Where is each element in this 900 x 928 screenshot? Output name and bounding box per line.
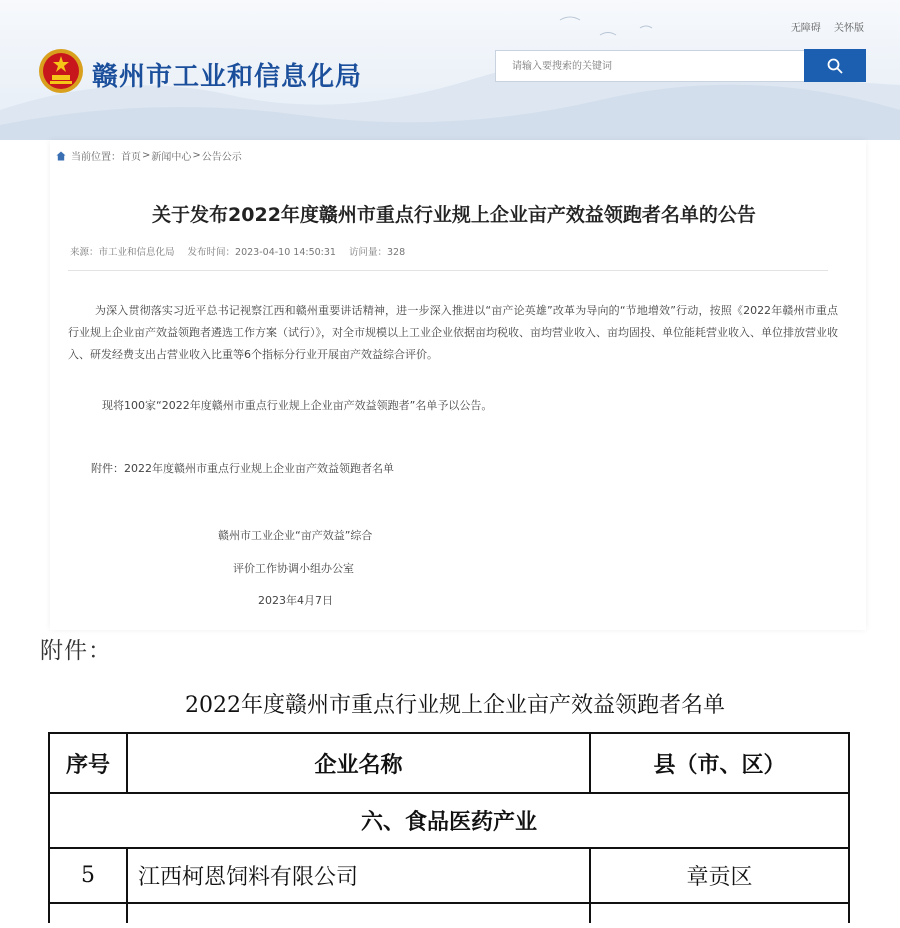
breadcrumb-separator: > <box>142 150 151 161</box>
signature-date: 2023年4月7日 <box>258 594 333 607</box>
article-meta <box>70 244 415 258</box>
attachment-label: 附件： <box>40 638 112 664</box>
article-publish-time: 发布时间：2023-04-10 14:50:31 <box>187 247 336 258</box>
search-input[interactable] <box>495 50 805 82</box>
article-paragraph-2: 现将100家“2022年度赣州市重点行业规上企业亩产效益领跑者”名单予以公告。 <box>102 399 493 412</box>
breadcrumb-home[interactable]: 首页 <box>121 152 141 163</box>
breadcrumb-prefix: 当前位置： <box>71 152 121 163</box>
header-company-name: 企业名称 <box>127 733 590 793</box>
partial-cell <box>127 903 590 923</box>
row-company-name: 江西柯恩饲料有限公司 <box>127 848 590 903</box>
meta-divider <box>68 270 828 271</box>
table-row-partial <box>49 903 849 923</box>
search-icon <box>827 58 843 74</box>
accessibility-link[interactable]: 无障碍 <box>790 23 821 34</box>
partial-cell <box>590 903 849 923</box>
leaders-table <box>48 732 850 923</box>
partial-cell <box>49 903 127 923</box>
signature-line-2: 评价工作协调小组办公室 <box>233 562 354 575</box>
list-title: 2022年度赣州市重点行业规上企业亩产效益领跑者名单 <box>185 693 725 718</box>
site-header <box>0 0 900 140</box>
article-paragraph-1: 为深入贯彻落实习近平总书记视察江西和赣州重要讲话精神，进一步深入推进以“亩产论英雄”改革为导向的“节地增效”行动，按照《2022年赣州市重点行业规上企业亩产效益领跑者遴选工作方案（试行）》，对全市规模以上工业企业依据亩均税收、亩均营业收入、亩均固投、单位能耗营业收入、单位排放营业收入、研发经费支出占营业收入比重等6个指标分行业开展亩产效益综合评价。 <box>68 304 838 361</box>
breadcrumb-news[interactable]: 新闻中心 <box>151 152 192 163</box>
row-county: 章贡区 <box>590 848 849 903</box>
national-emblem-icon <box>38 48 84 94</box>
top-links <box>781 19 864 34</box>
signature-line-1: 赣州市工业企业“亩产效益”综合 <box>218 529 373 542</box>
elderly-mode-link[interactable]: 关怀版 <box>834 23 864 34</box>
category-row <box>49 793 849 848</box>
breadcrumb-notices[interactable]: 公告公示 <box>201 152 242 163</box>
article-card <box>50 140 866 630</box>
article-views <box>349 247 405 258</box>
search-button[interactable] <box>804 49 866 82</box>
category-label: 六、食品医药产业 <box>49 793 849 848</box>
site-title[interactable]: 赣州市工业和信息化局 <box>92 62 363 92</box>
header-county: 县（市、区） <box>590 733 849 793</box>
table-header-row <box>49 733 849 793</box>
table-row <box>49 848 849 903</box>
row-seq: 5 <box>49 848 127 903</box>
article-source: 来源：市工业和信息化局 <box>70 247 175 258</box>
article-title: 关于发布2022年度赣州市重点行业规上企业亩产效益领跑者名单的公告 <box>152 204 756 226</box>
breadcrumb <box>56 148 242 163</box>
attachment-note: 附件：2022年度赣州市重点行业规上企业亩产效益领跑者名单 <box>91 462 394 475</box>
views-label: 访问量： <box>348 247 387 258</box>
views-count: 328 <box>387 247 406 258</box>
breadcrumb-separator: > <box>192 150 201 161</box>
header-seq: 序号 <box>49 733 127 793</box>
home-icon <box>56 151 66 161</box>
